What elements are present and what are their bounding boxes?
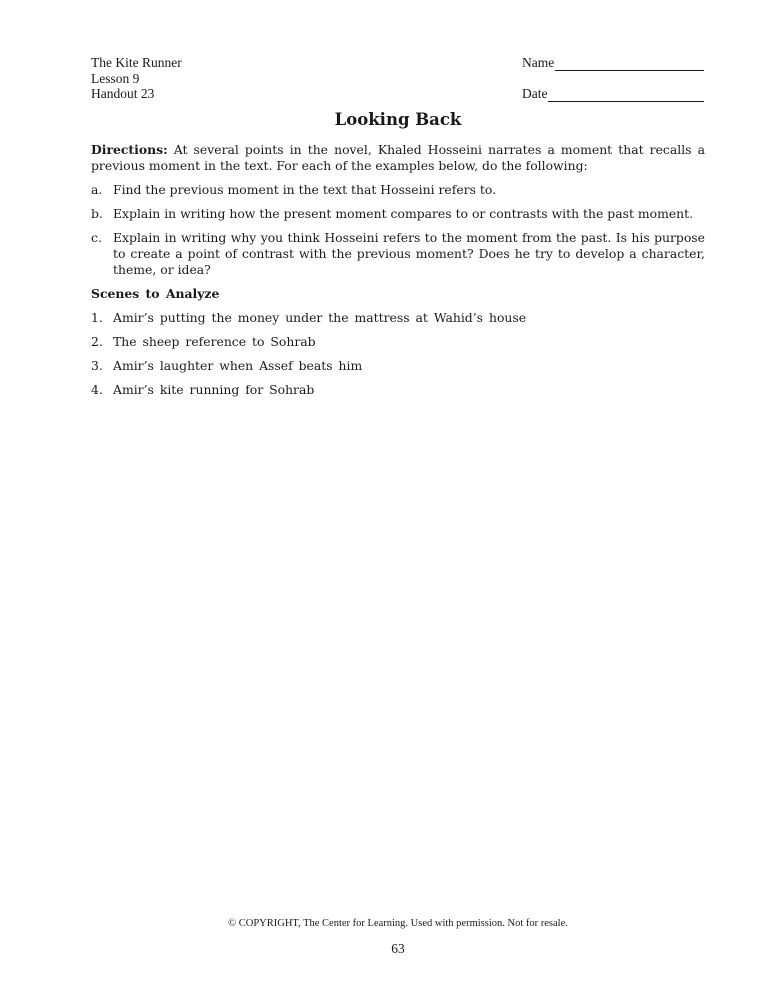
list-item-text: Amir’s putting the money under the mattress at Wahid’s house	[113, 310, 527, 325]
student-fields	[522, 55, 704, 102]
list-marker: 4.	[91, 382, 103, 397]
list-marker: a.	[91, 182, 103, 197]
list-item-text: Amir’s laughter when Assef beats him	[113, 358, 363, 373]
list-item	[91, 310, 705, 326]
copyright-notice: © COPYRIGHT, The Center for Learning. Used with permission. Not for resale.	[228, 918, 568, 929]
list-item	[91, 334, 705, 350]
list-item-text: Explain in writing why you think Hosseini refers to the moment from the past. Is his purpose to create a point of contrast with the previous moment? Does he try to develop a character, theme, or idea?	[113, 230, 705, 277]
name-field[interactable]	[555, 58, 704, 71]
book-title: The Kite Runner	[91, 55, 182, 70]
directions-text: At several points in the novel, Khaled Hosseini narrates a moment that recalls a previous moment in the text. For each of the examples below, do the following:	[91, 142, 705, 173]
scenes-heading: Scenes to Analyze	[91, 286, 220, 301]
list-item	[91, 182, 705, 198]
directions-paragraph	[91, 142, 705, 174]
scenes-list	[91, 310, 705, 398]
directions-label: Directions:	[91, 142, 168, 157]
name-label: Name	[522, 55, 555, 70]
page-title: Looking Back	[334, 110, 462, 129]
list-item	[91, 358, 705, 374]
list-item-text: Find the previous moment in the text that Hosseini refers to.	[113, 182, 497, 197]
list-item-text: Explain in writing how the present moment compares to or contrasts with the past moment.	[113, 206, 694, 221]
list-marker: 1.	[91, 310, 103, 325]
list-marker: 3.	[91, 358, 103, 373]
header-info	[91, 55, 182, 102]
date-label: Date	[522, 86, 548, 101]
list-marker: b.	[91, 206, 103, 221]
page-number: 63	[391, 941, 405, 956]
date-field[interactable]	[548, 89, 704, 102]
date-field-row	[522, 86, 704, 102]
list-item-text: The sheep reference to Sohrab	[113, 334, 316, 349]
name-field-row	[522, 55, 704, 71]
handout-content	[91, 142, 705, 406]
steps-list	[91, 182, 705, 278]
handout-label: Handout 23	[91, 86, 155, 101]
list-item	[91, 230, 705, 278]
lesson-label: Lesson 9	[91, 70, 140, 86]
list-marker: 2.	[91, 334, 103, 349]
list-item	[91, 206, 705, 222]
list-item	[91, 382, 705, 398]
list-marker: c.	[91, 230, 102, 245]
list-item-text: Amir’s kite running for Sohrab	[113, 382, 315, 397]
